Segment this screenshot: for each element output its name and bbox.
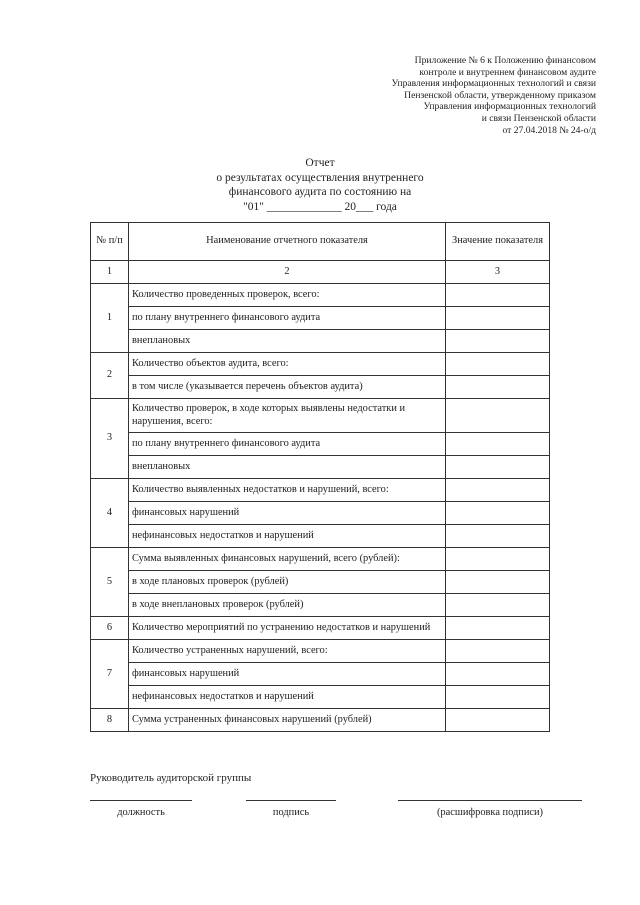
row-number: 1 — [91, 284, 129, 353]
indicator-value-cell[interactable] — [446, 307, 550, 330]
report-table — [90, 222, 550, 732]
appendix-line: Управления информационных технологий — [423, 101, 596, 113]
table-row — [91, 284, 550, 307]
table-row — [91, 640, 550, 663]
position-line[interactable] — [90, 800, 192, 801]
row-number: 2 — [91, 353, 129, 399]
indicator-value-cell[interactable] — [446, 479, 550, 502]
table-row — [91, 571, 550, 594]
title-line: о результатах осуществления внутреннего — [216, 171, 424, 184]
report-table-body — [91, 223, 550, 732]
table-row — [91, 479, 550, 502]
indicator-label: Сумма выявленных финансовых нарушений, всего (рублей): — [129, 548, 446, 571]
indicator-value-cell[interactable] — [446, 640, 550, 663]
indicator-label: Количество проведенных проверок, всего: — [129, 284, 446, 307]
indicator-label: финансовых нарушений — [129, 502, 446, 525]
indicator-label: по плану внутреннего финансового аудита — [129, 433, 446, 456]
indicator-value-cell[interactable] — [446, 399, 550, 433]
decoding-line[interactable] — [398, 800, 582, 801]
indicator-label: в ходе плановых проверок (рублей) — [129, 571, 446, 594]
indicator-label: Количество объектов аудита, всего: — [129, 353, 446, 376]
appendix-line: Пензенской области, утвержденному приказом — [404, 89, 596, 101]
indicator-value-cell[interactable] — [446, 617, 550, 640]
table-row — [91, 376, 550, 399]
appendix-line: и связи Пензенской области — [481, 112, 596, 124]
title-line: Отчет — [305, 157, 335, 169]
indicator-value-cell[interactable] — [446, 353, 550, 376]
numbering-cell: 1 — [91, 261, 129, 284]
indicator-value-cell[interactable] — [446, 525, 550, 548]
indicator-label: внеплановых — [129, 456, 446, 479]
row-number: 6 — [91, 617, 129, 640]
table-numbering-row — [91, 261, 550, 284]
indicator-label: внеплановых — [129, 330, 446, 353]
row-number: 8 — [91, 709, 129, 732]
table-row — [91, 709, 550, 732]
appendix-line: контроле и внутреннем финансовом аудите — [419, 66, 596, 78]
table-row — [91, 548, 550, 571]
header-indicator: Наименование отчетного показателя — [129, 223, 446, 261]
table-row — [91, 663, 550, 686]
signature-caption: подпись — [272, 807, 310, 818]
indicator-value-cell[interactable] — [446, 502, 550, 525]
indicator-label: финансовых нарушений — [129, 663, 446, 686]
indicator-label: нефинансовых недостатков и нарушений — [129, 525, 446, 548]
indicator-value-cell[interactable] — [446, 686, 550, 709]
title-line: финансового аудита по состоянию на — [228, 186, 412, 198]
indicator-value-cell[interactable] — [446, 548, 550, 571]
table-row — [91, 456, 550, 479]
appendix-line: от 27.04.2018 № 24-о/д — [502, 124, 596, 136]
table-row — [91, 433, 550, 456]
appendix-line: Приложение № 6 к Положению финансовом — [414, 55, 596, 66]
indicator-label: по плану внутреннего финансового аудита — [129, 307, 446, 330]
indicator-value-cell[interactable] — [446, 284, 550, 307]
indicator-label: нефинансовых недостатков и нарушений — [129, 686, 446, 709]
numbering-cell: 2 — [129, 261, 446, 284]
table-row — [91, 330, 550, 353]
table-header-row — [91, 223, 550, 261]
indicator-value-cell[interactable] — [446, 330, 550, 353]
table-row — [91, 307, 550, 330]
position-caption: должность — [117, 807, 165, 818]
signature-line[interactable] — [246, 800, 336, 801]
header-number: № п/п — [91, 223, 129, 261]
row-number: 3 — [91, 399, 129, 479]
table-row — [91, 617, 550, 640]
audit-group-head-label: Руководитель аудиторской группы — [90, 772, 252, 784]
row-number: 4 — [91, 479, 129, 548]
indicator-value-cell[interactable] — [446, 594, 550, 617]
indicator-label: в ходе внеплановых проверок (рублей) — [129, 594, 446, 617]
indicator-value-cell[interactable] — [446, 571, 550, 594]
header-value: Значение показателя — [446, 223, 550, 261]
indicator-label: Количество выявленных недостатков и нарушений, всего: — [129, 479, 446, 502]
indicator-label: Количество мероприятий по устранению недостатков и нарушений — [129, 617, 446, 640]
indicator-value-cell[interactable] — [446, 433, 550, 456]
title-line: "01" _____________ 20___ года — [243, 200, 397, 213]
indicator-value-cell[interactable] — [446, 376, 550, 399]
decoding-caption: (расшифровка подписи) — [436, 807, 544, 818]
table-row — [91, 594, 550, 617]
appendix-note — [392, 55, 596, 136]
indicator-value-cell[interactable] — [446, 709, 550, 732]
table-row — [91, 399, 550, 433]
row-number: 7 — [91, 640, 129, 709]
report-title — [0, 156, 640, 214]
row-number: 5 — [91, 548, 129, 617]
table-row — [91, 686, 550, 709]
indicator-label: Количество проверок, в ходе которых выявлены недостатки и нарушения, всего: — [129, 399, 446, 433]
indicator-value-cell[interactable] — [446, 456, 550, 479]
indicator-label: Сумма устраненных финансовых нарушений (рублей) — [129, 709, 446, 732]
indicator-label: в том числе (указывается перечень объектов аудита) — [129, 376, 446, 399]
appendix-line: Управления информационных технологий и связи — [391, 78, 596, 90]
numbering-cell: 3 — [446, 261, 550, 284]
table-row — [91, 525, 550, 548]
indicator-label: Количество устраненных нарушений, всего: — [129, 640, 446, 663]
indicator-value-cell[interactable] — [446, 663, 550, 686]
table-row — [91, 353, 550, 376]
table-row — [91, 502, 550, 525]
